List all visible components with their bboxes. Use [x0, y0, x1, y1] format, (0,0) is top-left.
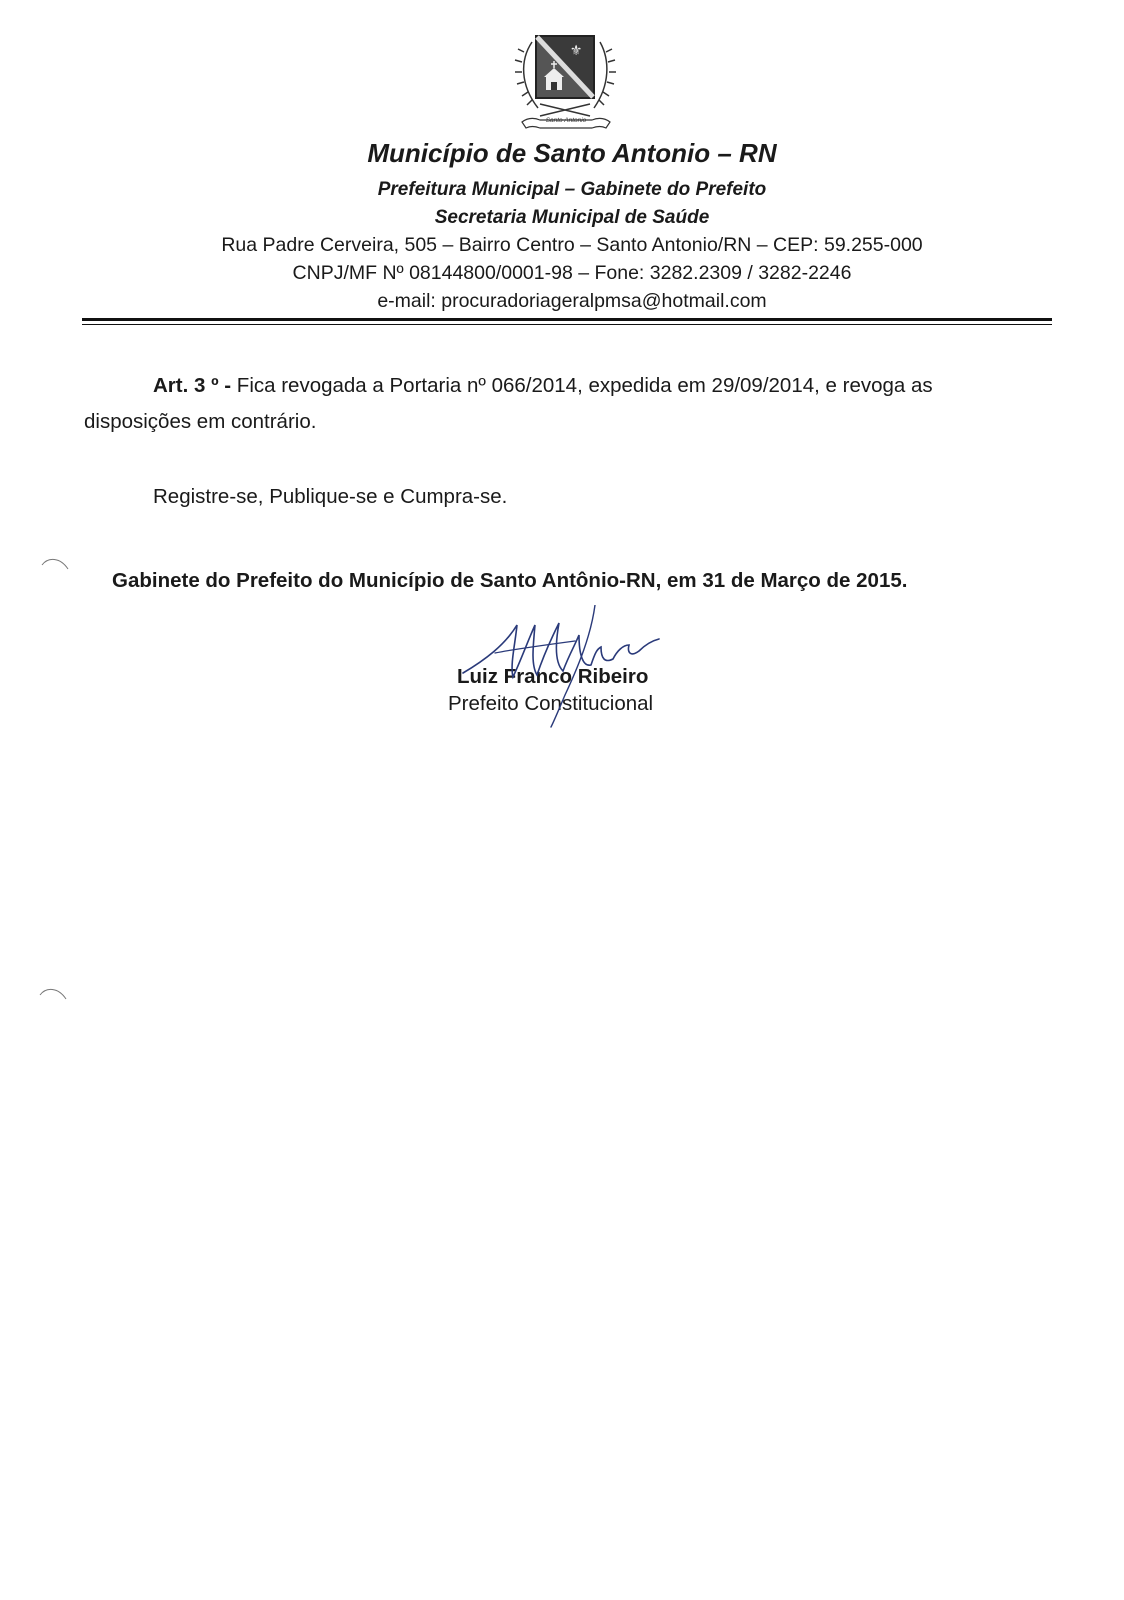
signatory-role: Prefeito Constitucional	[448, 692, 654, 715]
scan-artifact-icon	[40, 555, 70, 575]
article-label: Art. 3 º -	[153, 374, 232, 397]
cnpj-phone-line: CNPJ/MF Nº 08144800/0001-98 – Fone: 3282.2309 / 3282-2246	[292, 262, 852, 284]
header-divider-thin	[82, 324, 1052, 325]
article-paragraph-line1	[153, 374, 933, 398]
header-divider-thick	[82, 318, 1052, 321]
handwritten-signature-icon	[455, 605, 680, 730]
article-text: Fica revogada a Portaria nº 066/2014, expedida em 29/09/2014, e revoga as	[231, 374, 933, 397]
email-line: e-mail: procuradoriageralpmsa@hotmail.com	[377, 290, 767, 312]
signatory-name: Luiz Franco Ribeiro	[457, 665, 649, 688]
place-date-line: Gabinete do Prefeito do Município de Santo Antônio-RN, em 31 de Março de 2015.	[112, 569, 908, 592]
article-paragraph-line2: disposições em contrário.	[84, 410, 317, 433]
svg-text:⚜: ⚜	[569, 43, 583, 59]
closing-formula: Registre-se, Publique-se e Cumpra-se.	[153, 485, 508, 508]
prefecture-subtitle: Prefeitura Municipal – Gabinete do Prefeito	[377, 179, 767, 200]
crest-ribbon-text: Santo Antonio	[545, 117, 587, 124]
scan-artifact-icon	[38, 985, 68, 1005]
municipality-title: Município de Santo Antonio – RN	[367, 138, 777, 168]
health-secretariat-subtitle: Secretaria Municipal de Saúde	[434, 207, 710, 228]
address-line: Rua Padre Cerveira, 505 – Bairro Centro – Santo Antonio/RN – CEP: 59.255-000	[221, 234, 923, 256]
